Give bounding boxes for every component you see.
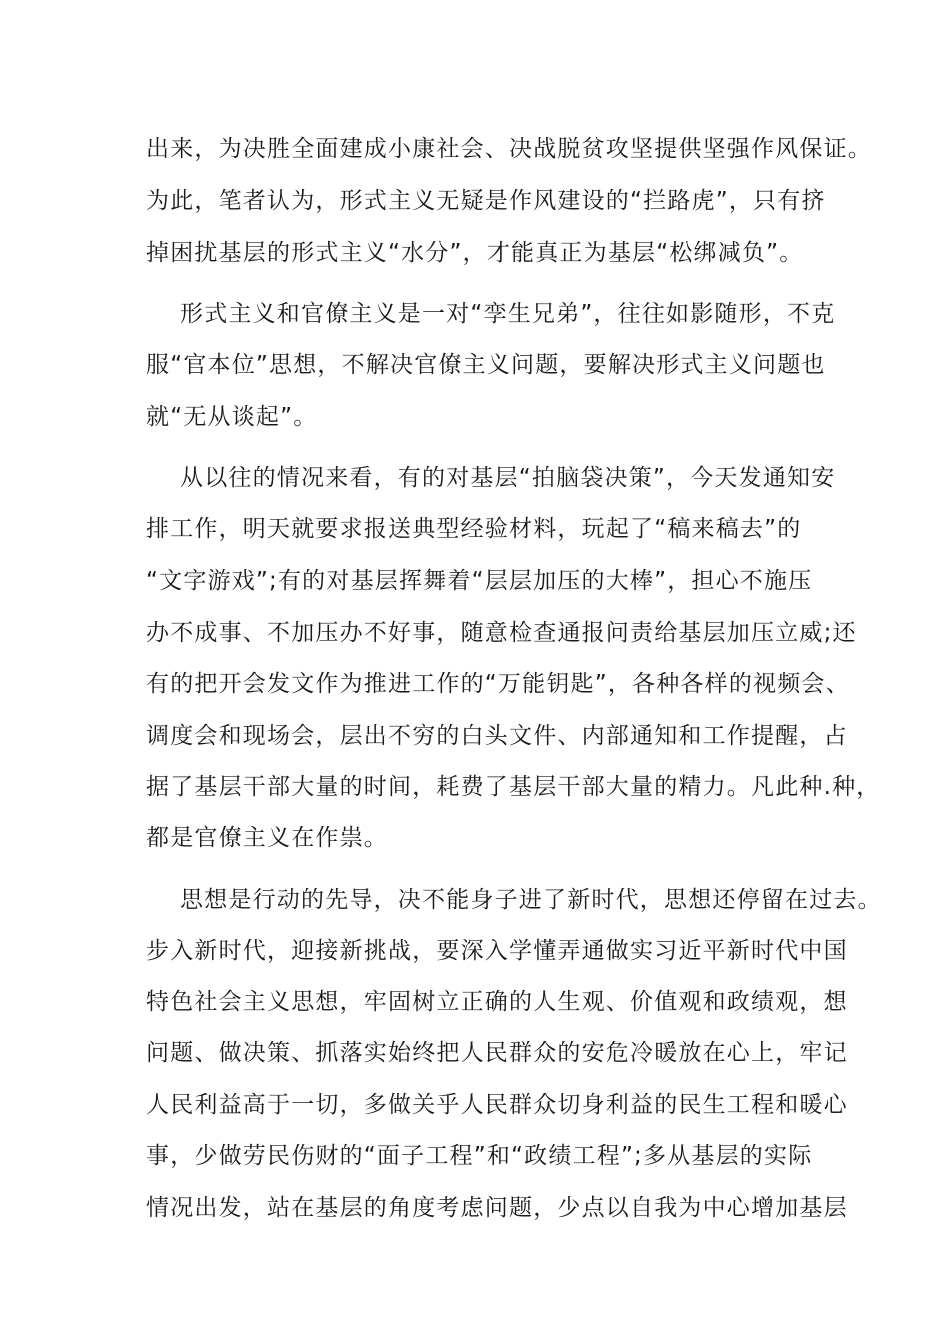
paragraph-2-line-2: 服“官本位”思想，不解决官僚主义问题，要解决形式主义问题也 [146,352,826,378]
paragraph-1-line-3: 掉困扰基层的形式主义“水分”，才能真正为基层“松绑减负”。 [146,240,804,266]
paragraph-4-line-4: 问题、做决策、抓落实始终把人民群众的安危冷暖放在心上，牢记 [146,1040,848,1066]
paragraph-3-line-8: 都是官僚主义在作祟。 [146,825,388,851]
paragraph-4-line-7: 情况出发，站在基层的角度考虑问题，少点以自我为中心增加基层 [146,1195,848,1221]
paragraph-4-line-6: 事，少做劳民伤财的“面子工程”和“政绩工程”;多从基层的实际 [146,1143,813,1169]
paragraph-4-line-5: 人民利益高于一切，多做关乎人民群众切身利益的民生工程和暖心 [146,1092,848,1118]
paragraph-3-line-2: 排工作，明天就要求报送典型经验材料，玩起了“稿来稿去”的 [146,516,802,542]
paragraph-3-line-1: 从以往的情况来看，有的对基层“拍脑袋决策”，今天发通知安 [180,465,836,491]
paragraph-3-line-7: 据了基层干部大量的时间，耗费了基层干部大量的精力。凡此种.种， [146,774,881,800]
paragraph-4-line-1: 思想是行动的先导，决不能身子进了新时代，思想还停留在过去。 [180,887,882,913]
paragraph-2-line-3: 就“无从谈起”。 [146,404,318,430]
paragraph-3-line-6: 调度会和现场会，层出不穷的白头文件、内部通知和工作提醒，占 [146,723,848,749]
paragraph-4-line-3: 特色社会主义思想，牢固树立正确的人生观、价值观和政绩观，想 [146,989,848,1015]
paragraph-3-line-5: 有的把开会发文作为推进工作的“万能钥匙”，各种各样的视频会、 [146,671,850,697]
paragraph-3-line-4: 办不成事、不加压办不好事，随意检查通报问责给基层加压立威;还 [146,620,857,646]
paragraph-3-line-3: “文字游戏”;有的对基层挥舞着“层层加压的大棒”，担心不施压 [146,568,813,594]
paragraph-2-line-1: 形式主义和官僚主义是一对“孪生兄弟”，往往如影随形，不克 [180,301,836,327]
paragraph-4-line-2: 步入新时代，迎接新挑战，要深入学懂弄通做实习近平新时代中国 [146,938,848,964]
paragraph-1-line-1: 出来，为决胜全面建成小康社会、决战脱贫攻坚提供坚强作风保证。 [146,136,872,162]
paragraph-1-line-2: 为此，笔者认为，形式主义无疑是作风建设的“拦路虎”，只有挤 [146,188,826,214]
